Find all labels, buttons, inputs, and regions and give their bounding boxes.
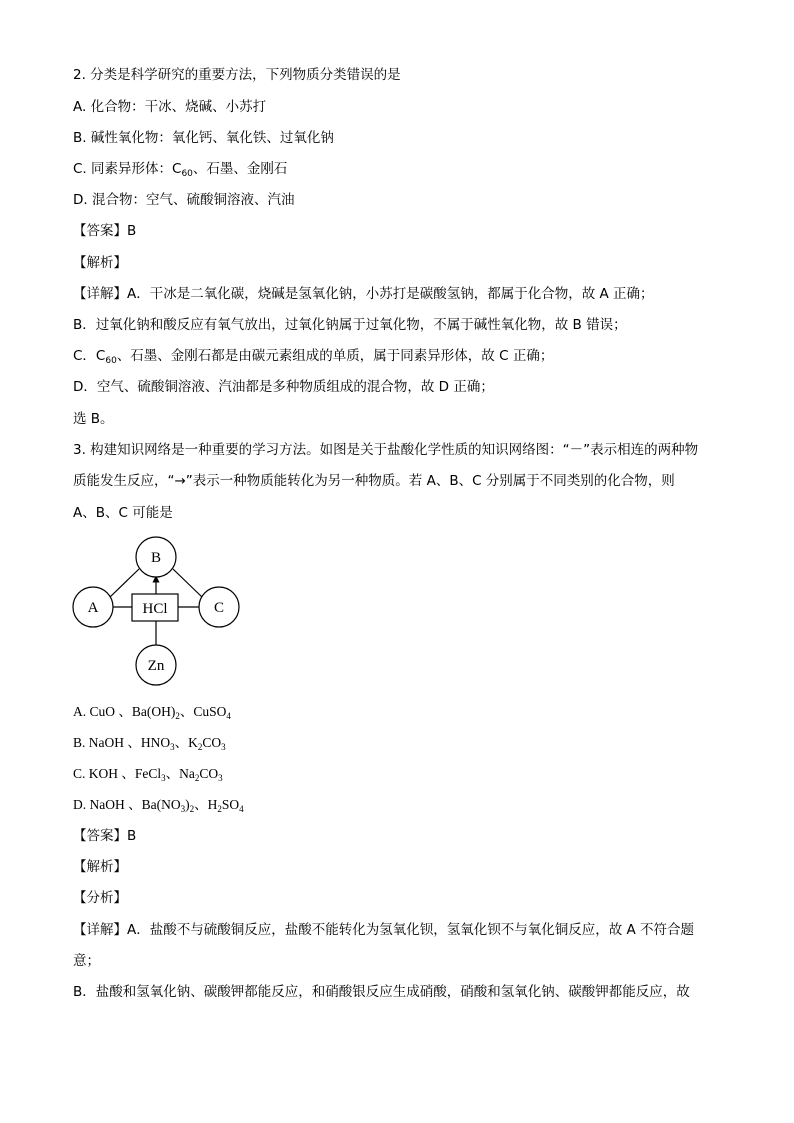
q3-analysis-label: 【解析】 [73, 859, 127, 875]
q2-analysis-label: 【解析】 [73, 255, 127, 271]
q3-detail-a-line2: 意； [73, 953, 100, 969]
node-b-label: B [150, 550, 162, 566]
q2-detail-d: D．空气、硫酸铜溶液、汽油都是多种物质组成的混合物，故 D 正确； [73, 379, 494, 395]
q2-detail-c: C．$C_{60}$、石墨、金刚石都是由碳元素组成的单质，属于同素异形体，故 C 正确； [73, 348, 554, 366]
q3-option-d: D. NaOH 、$Ba(NO_3)_2$、$H_2SO_4$ [73, 797, 244, 814]
node-a-label: A [87, 600, 99, 616]
q3-stem-line2: 质能发生反应，“→”表示一种物质能转化为另一种物质。若 A、B、C 分别属于不同类别的化合物，则 [73, 473, 675, 489]
q2-stem: 2. 分类是科学研究的重要方法，下列物质分类错误的是 [73, 67, 401, 83]
q3-fenxi-label: 【分析】 [73, 890, 127, 906]
q2-conclusion: 选 B。 [73, 411, 114, 427]
q2-detail-b: B．过氧化钠和酸反应有氧气放出，过氧化钠属于过氧化物，不属于碱性氧化物，故 B 错误； [73, 317, 627, 333]
node-c-label: C [213, 600, 225, 616]
q3-detail-a-line1: 【详解】A．盐酸不与硫酸铜反应，盐酸不能转化为氢氧化钡，氢氧化钡不与氧化铜反应，故 A 不符合题 [73, 922, 695, 938]
q2-option-d: D. 混合物：空气、硫酸铜溶液、汽油 [73, 192, 295, 208]
q2-option-c: C. 同素异形体：$C_{60}$、石墨、金刚石 [73, 161, 288, 179]
q3-option-c: C. KOH 、FeCl$_3$、$Na_2CO_3$ [73, 766, 223, 783]
q2-detail-a: 【详解】A．干冰是二氧化碳，烧碱是氢氧化钠，小苏打是碳酸氢钠，都属于化合物，故 A 正确； [73, 286, 654, 302]
q2-answer: 【答案】B [73, 223, 137, 239]
q3-detail-b: B．盐酸和氢氧化钠、碳酸钾都能反应，和硝酸银反应生成硝酸，硝酸和氢氧化钠、碳酸钾都能反应，故 [73, 984, 690, 1000]
hcl-knowledge-network-diagram [66, 533, 246, 691]
q2-option-b: B. 碱性氧化物：氧化钙、氧化铁、过氧化钠 [73, 130, 334, 146]
node-zn-label: Zn [147, 658, 165, 674]
q3-answer: 【答案】B [73, 828, 137, 844]
q2-option-a: A. 化合物：干冰、烧碱、小苏打 [73, 99, 267, 115]
q3-option-b: B. NaOH 、$HNO_3$、$K_2CO_3$ [73, 735, 226, 752]
q3-option-a: A. CuO 、$Ba(OH)_2$、CuSO$_4$ [73, 704, 231, 721]
q3-stem-line1: 3. 构建知识网络是一种重要的学习方法。如图是关于盐酸化学性质的知识网络图：“－”表示相连的两种物 [73, 442, 699, 458]
q3-stem-line3: A、B、C 可能是 [73, 505, 173, 521]
node-hcl-label: HCl [142, 601, 168, 617]
